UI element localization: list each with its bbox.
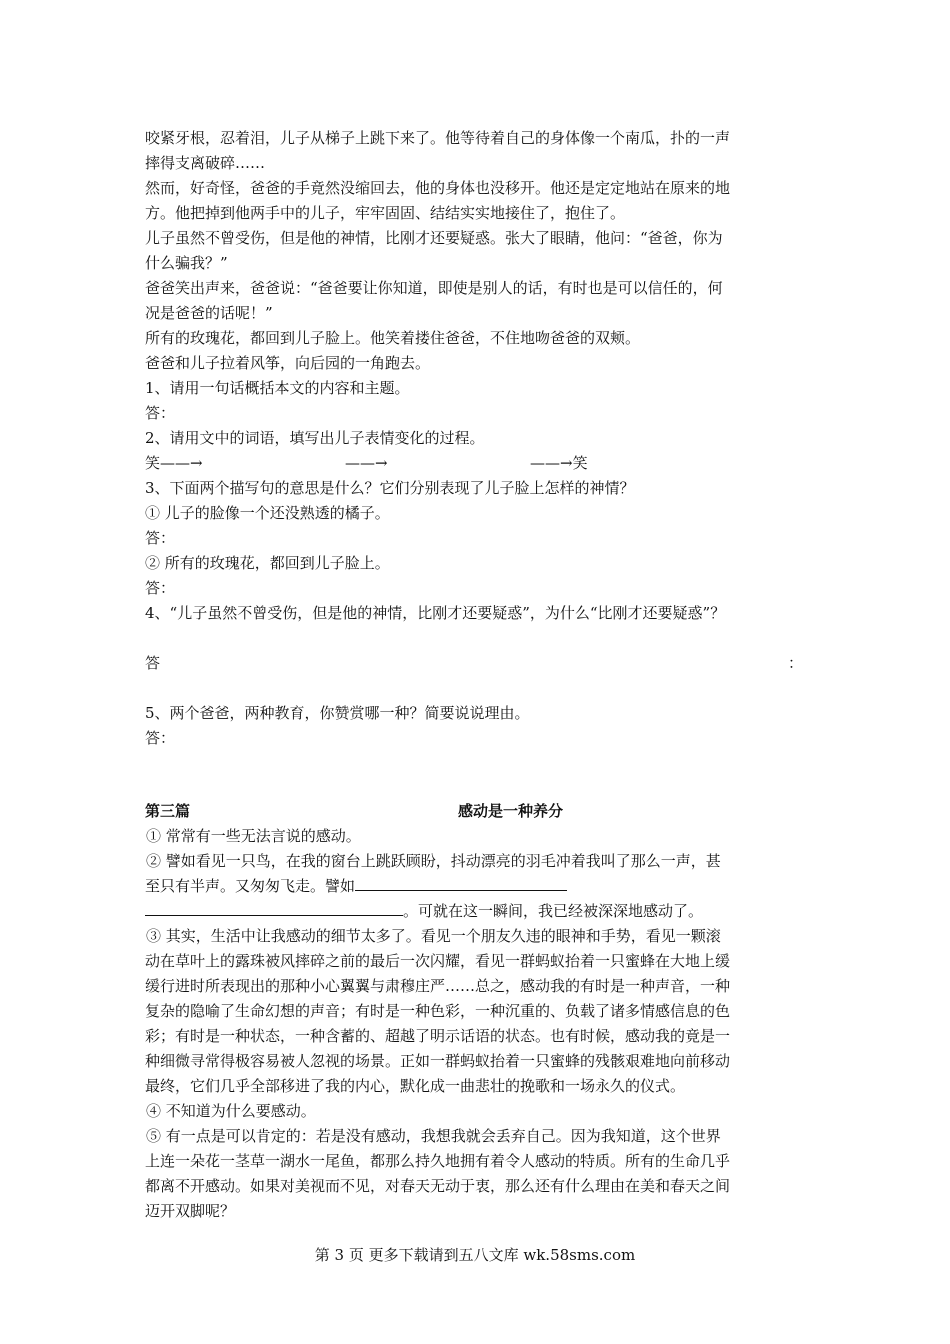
expression-end: ——→笑: [530, 454, 588, 472]
question-3: 3、下面两个描写句的意思是什么？它们分别表现了儿子脸上怎样的神情？: [145, 479, 635, 497]
paragraph-line: 咬紧牙根，忍着泪，儿子从梯子上跳下来了。他等待着自己的身体像一个南瓜，扑的一声: [145, 129, 731, 147]
paragraph-line: ④ 不知道为什么要感动。: [146, 1102, 316, 1120]
question-3-item-2: ② 所有的玫瑰花，都回到儿子脸上。: [145, 554, 390, 572]
paragraph-line: 方。他把掉到他两手中的儿子，牢牢固固、结结实实地接住了，抱住了。: [145, 204, 626, 222]
paragraph-text: 至只有半声。又匆匆飞走。譬如: [145, 877, 356, 895]
paragraph-line: ② 譬如看见一只鸟，在我的窗台上跳跃顾盼，抖动漂亮的羽毛冲着我叫了那么一声，甚: [146, 852, 721, 870]
paragraph-line: 什么骗我？”: [145, 254, 228, 272]
paragraph-line: ⑤ 有一点是可以肯定的：若是没有感动，我想我就会丢弃自己。因为我知道，这个世界: [146, 1127, 721, 1145]
answer-label: 答：: [145, 529, 176, 547]
answer-label: 答: [145, 654, 161, 672]
paragraph-line: 儿子虽然不曾受伤，但是他的神情，比刚才还要疑惑。张大了眼睛，他问：“爸爸，你为: [145, 229, 723, 247]
paragraph-text: 。可就在这一瞬间，我已经被深深地感动了。: [403, 902, 704, 920]
paragraph-line: 动在草叶上的露珠被风摔碎之前的最后一次闪耀，看见一群蚂蚁抬着一只蜜蜂在大地上缓: [145, 952, 731, 970]
paragraph-line: ③ 其实，生活中让我感动的细节太多了。看见一个朋友久违的眼神和手势，看见一颗滚: [146, 927, 721, 945]
paragraph-line: 迈开双脚呢？: [145, 1202, 236, 1220]
paragraph-line: 彩；有时是一种状态，一种含蓄的、超越了明示话语的状态。也有时候，感动我的竟是一: [145, 1027, 731, 1045]
paragraph-line: [145, 900, 703, 922]
question-2: 2、请用文中的词语，填写出儿子表情变化的过程。: [145, 429, 485, 447]
paragraph-line: 然而，好奇怪，爸爸的手竟然没缩回去，他的身体也没移开。他还是定定地站在原来的地: [145, 179, 731, 197]
paragraph-line: 缓行进时所表现出的那种小心翼翼与肃穆庄严……总之，感动我的有时是一种声音，一种: [145, 977, 731, 995]
paragraph-line: 最终，它们几乎全部移进了我的内心，默化成一曲悲壮的挽歌和一场永久的仪式。: [145, 1077, 686, 1095]
paragraph-line: 摔得支离破碎……: [145, 154, 266, 172]
paragraph-line: 况是爸爸的话呢！”: [145, 304, 273, 322]
paragraph-line: [145, 875, 567, 897]
question-4: 4、“儿子虽然不曾受伤，但是他的神情，比刚才还要疑惑”，为什么“比刚才还要疑惑”？: [145, 604, 726, 622]
page-footer: 第 3 页 更多下载请到五八文库 wk.58sms.com: [314, 1246, 636, 1264]
question-1: 1、请用一句话概括本文的内容和主题。: [145, 379, 410, 397]
section-title: 感动是一种养分: [458, 802, 564, 820]
paragraph-line: 爸爸和儿子拉着风筝，向后园的一角跑去。: [145, 354, 431, 372]
paragraph-line: 种细微寻常得极容易被人忽视的场景。正如一群蚂蚁抬着一只蜜蜂的残骸艰难地向前移动: [145, 1052, 731, 1070]
paragraph-line: 爸爸笑出声来，爸爸说：“爸爸要让你知道，即使是别人的话，有时也是可以信任的，何: [145, 279, 723, 297]
section-label: 第三篇: [145, 802, 191, 820]
question-5: 5、两个爸爸，两种教育，你赞赏哪一种？简要说说理由。: [145, 704, 530, 722]
paragraph-line: 都离不开感动。如果对美视而不见，对春天无动于衷，那么还有什么理由在美和春天之间: [145, 1177, 731, 1195]
paragraph-line: 所有的玫瑰花，都回到儿子脸上。他笑着搂住爸爸，不住地吻爸爸的双颊。: [145, 329, 641, 347]
expression-middle: ——→: [345, 454, 388, 472]
answer-label: 答：: [145, 404, 176, 422]
answer-label: 答：: [145, 579, 176, 597]
paragraph-line: 复杂的隐喻了生命幻想的声音；有时是一种色彩，一种沉重的、负载了诸多情感信息的色: [145, 1002, 731, 1020]
fill-in-blank[interactable]: [145, 901, 403, 916]
paragraph-line: ① 常常有一些无法言说的感动。: [146, 827, 361, 845]
paragraph-line: 上连一朵花一茎草一湖水一尾鱼，都那么持久地拥有着令人感动的特质。所有的生命几乎: [145, 1152, 731, 1170]
answer-colon: ：: [788, 654, 804, 672]
expression-start: 笑——→: [145, 454, 203, 472]
question-3-item-1: ① 儿子的脸像一个还没熟透的橘子。: [145, 504, 390, 522]
fill-in-blank[interactable]: [355, 876, 567, 891]
answer-label: 答：: [145, 729, 176, 747]
